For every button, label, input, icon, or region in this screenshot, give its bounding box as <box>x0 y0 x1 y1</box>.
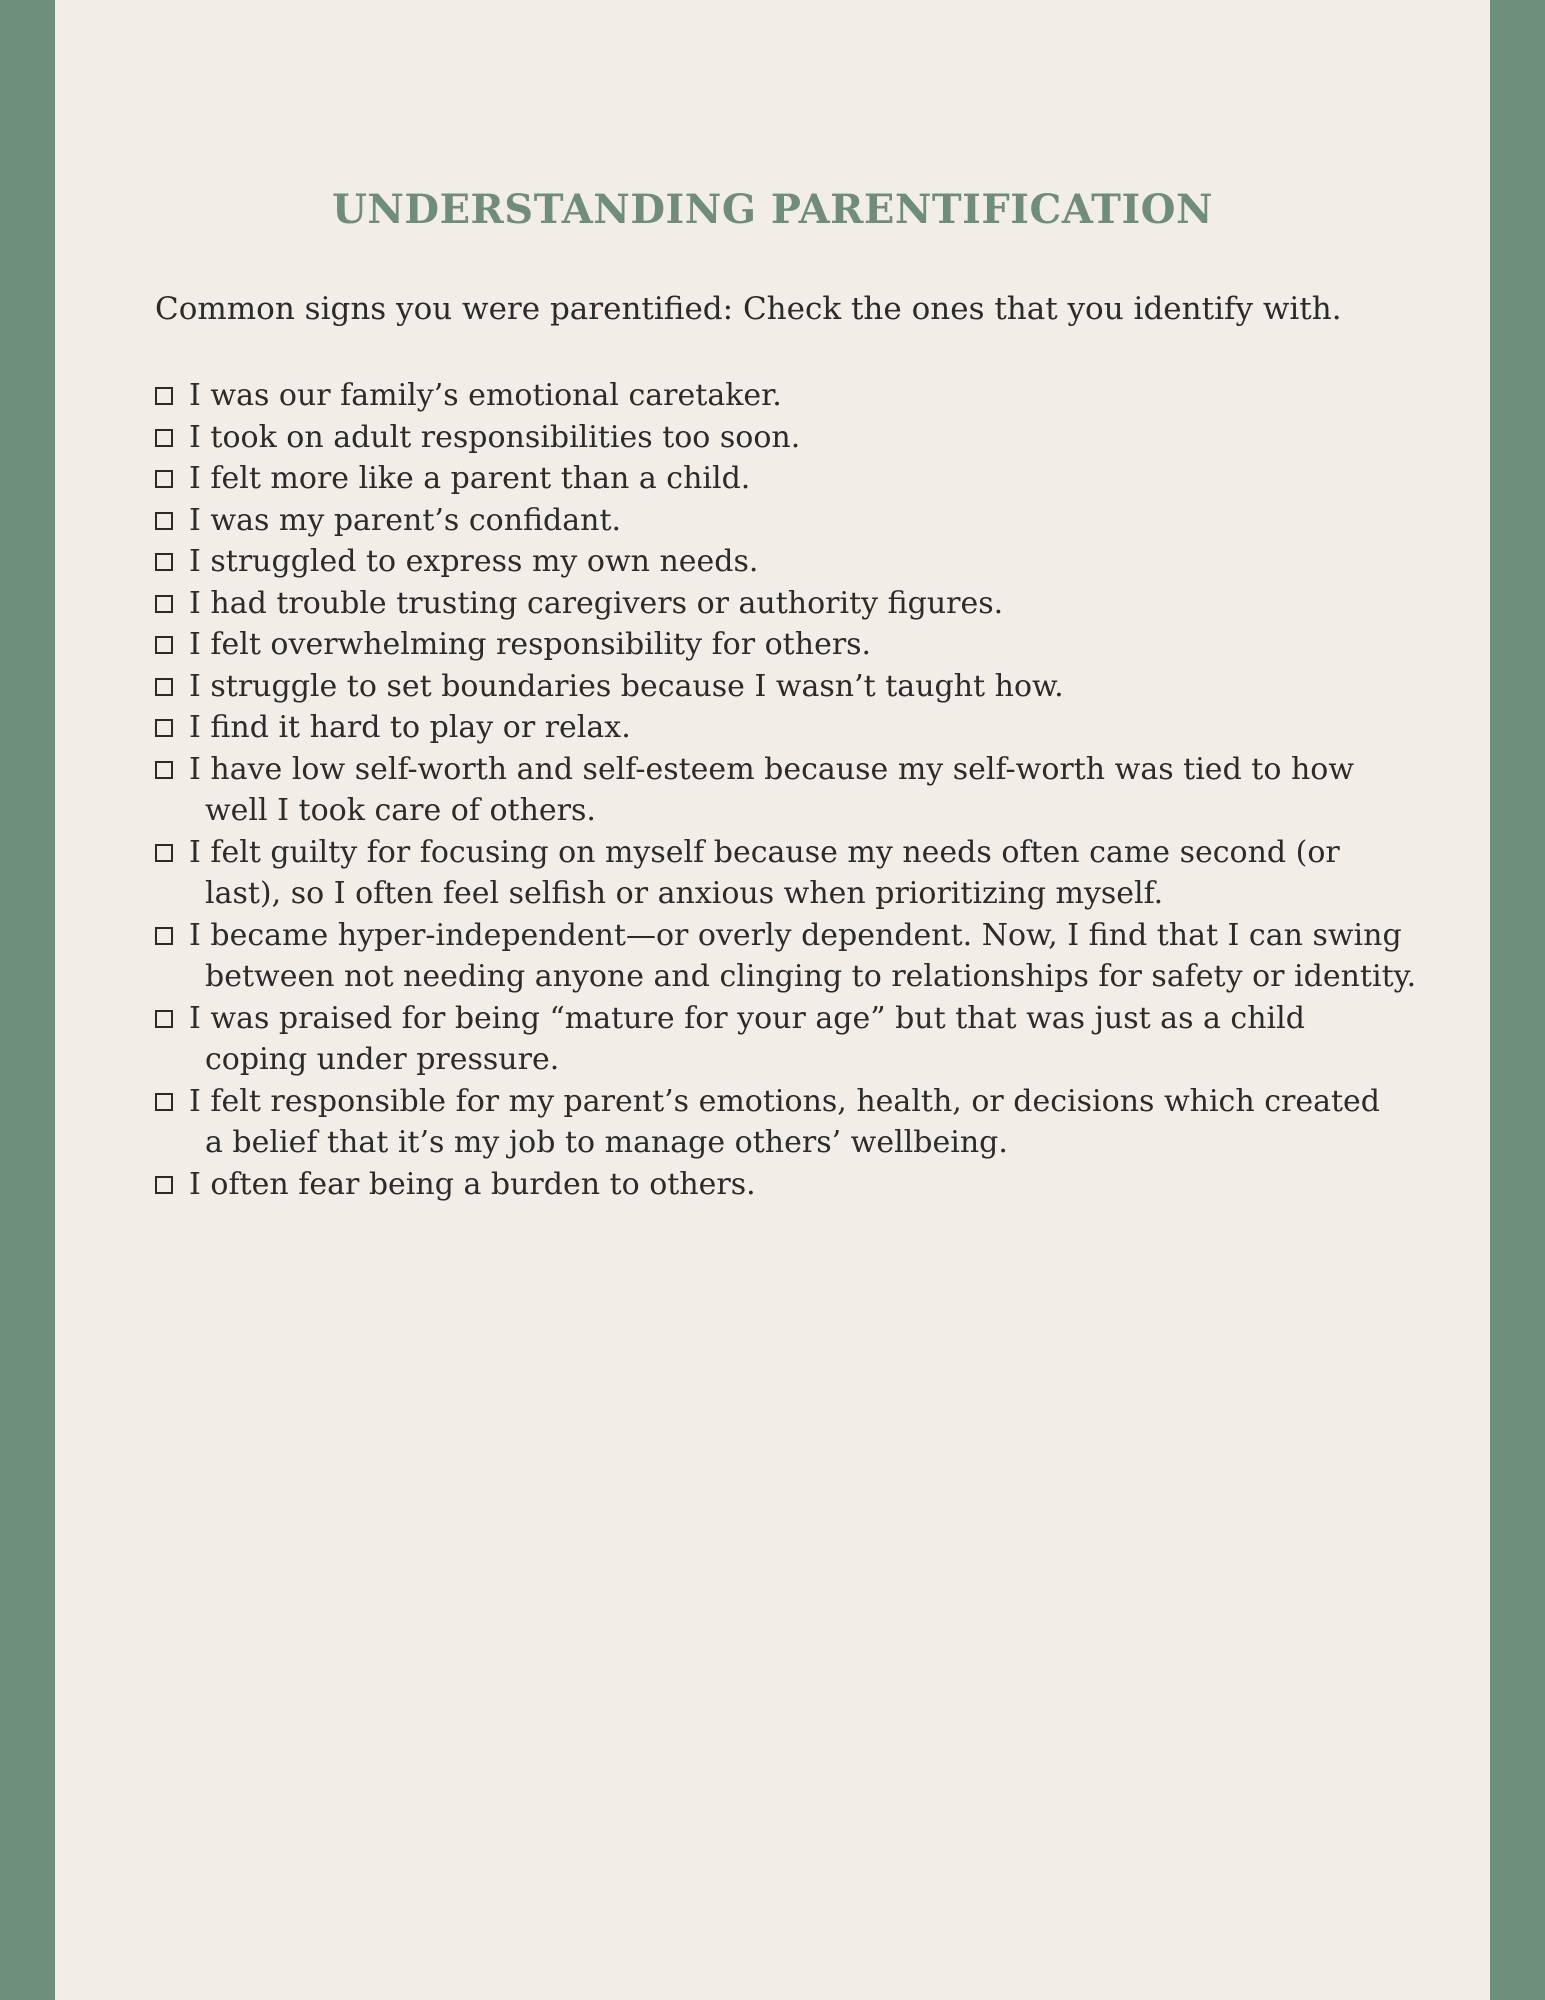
checklist-item-text <box>189 998 1305 1081</box>
checklist-item-text <box>189 375 782 417</box>
checklist-item-text <box>189 583 1003 625</box>
checklist-item <box>155 1164 1455 1206</box>
checklist-item <box>155 624 1455 666</box>
checklist-item-continuation: between not needing anyone and clinging to relationships for safety or identity. <box>205 959 1417 994</box>
checklist-item-text <box>189 541 758 583</box>
checkbox[interactable] <box>155 470 173 488</box>
checkbox[interactable] <box>155 429 173 447</box>
checkbox[interactable] <box>155 719 173 737</box>
checklist-item-text <box>189 1081 1380 1164</box>
checklist-item-continuation: last), so I often feel selfish or anxious when prioritizing myself. <box>205 876 1164 911</box>
checklist-item-line: I was praised for being “mature for your age” but that was just as a child <box>189 1000 1305 1036</box>
intro-text: Common signs you were parentified: Check the ones that you identify with. <box>155 291 1342 327</box>
checkbox[interactable] <box>155 844 173 862</box>
checklist-item-text <box>189 707 631 749</box>
checklist-item <box>155 500 1455 542</box>
checkbox[interactable] <box>155 553 173 571</box>
checklist-item <box>155 749 1455 832</box>
checklist-item <box>155 707 1455 749</box>
checkbox[interactable] <box>155 595 173 613</box>
checklist-item-line: I felt guilty for focusing on myself because my needs often came second (or <box>189 834 1340 870</box>
checklist-item-line: I have low self-worth and self-esteem because my self-worth was tied to how <box>189 751 1355 787</box>
checklist-item-text <box>189 458 750 500</box>
checklist-item-line: I find it hard to play or relax. <box>189 710 631 745</box>
checklist-item <box>155 458 1455 500</box>
checklist-item <box>155 583 1455 625</box>
checklist-item-line: I was our family’s emotional caretaker. <box>189 378 782 413</box>
checklist-item-text <box>189 500 621 542</box>
checklist-item <box>155 666 1455 708</box>
checklist-item-text <box>189 915 1416 998</box>
signs-checklist <box>155 375 1455 1205</box>
checklist-item-text <box>189 1164 756 1206</box>
page-title: UNDERSTANDING PARENTIFICATION <box>331 186 1214 233</box>
checkbox[interactable] <box>155 927 173 945</box>
worksheet-page <box>55 0 1490 2000</box>
checklist-item-line: I struggled to express my own needs. <box>189 544 759 579</box>
checkbox[interactable] <box>155 1010 173 1028</box>
checklist-item-line: I became hyper-independent—or overly dependent. Now, I find that I can swing <box>189 917 1402 953</box>
checklist-item-line: I had trouble trusting caregivers or authority figures. <box>189 585 1004 621</box>
checklist-item <box>155 541 1455 583</box>
checkbox[interactable] <box>155 678 173 696</box>
checklist-item-continuation: coping under pressure. <box>205 1042 560 1077</box>
checklist-item-continuation: a belief that it’s my job to manage others’ wellbeing. <box>205 1125 1008 1160</box>
checklist-item-text <box>189 832 1340 915</box>
checklist-item-text <box>189 749 1354 832</box>
checklist-item-line: I was my parent’s confidant. <box>189 502 622 538</box>
checklist-item <box>155 1081 1455 1164</box>
checklist-item-line: I felt more like a parent than a child. <box>189 461 751 496</box>
checklist-item-line: I often fear being a burden to others. <box>189 1166 756 1202</box>
checklist-item-text <box>189 666 1064 708</box>
checklist-item-continuation: well I took care of others. <box>205 793 596 828</box>
checkbox[interactable] <box>155 636 173 654</box>
checkbox[interactable] <box>155 1093 173 1111</box>
checklist-item <box>155 417 1455 459</box>
checklist-item-text <box>189 624 871 666</box>
checklist-item <box>155 832 1455 915</box>
checklist-item <box>155 915 1455 998</box>
checkbox[interactable] <box>155 512 173 530</box>
checkbox[interactable] <box>155 761 173 779</box>
checkbox[interactable] <box>155 1176 173 1194</box>
checklist-item <box>155 375 1455 417</box>
checkbox[interactable] <box>155 387 173 405</box>
checklist-item-line: I felt responsible for my parent’s emotions, health, or decisions which created <box>189 1083 1381 1119</box>
checklist-item <box>155 998 1455 1081</box>
checklist-item-text <box>189 417 800 459</box>
checklist-item-line: I took on adult responsibilities too soon. <box>189 419 801 455</box>
checklist-item-line: I felt overwhelming responsibility for others. <box>189 627 872 662</box>
checklist-item-line: I struggle to set boundaries because I wasn’t taught how. <box>189 668 1064 704</box>
